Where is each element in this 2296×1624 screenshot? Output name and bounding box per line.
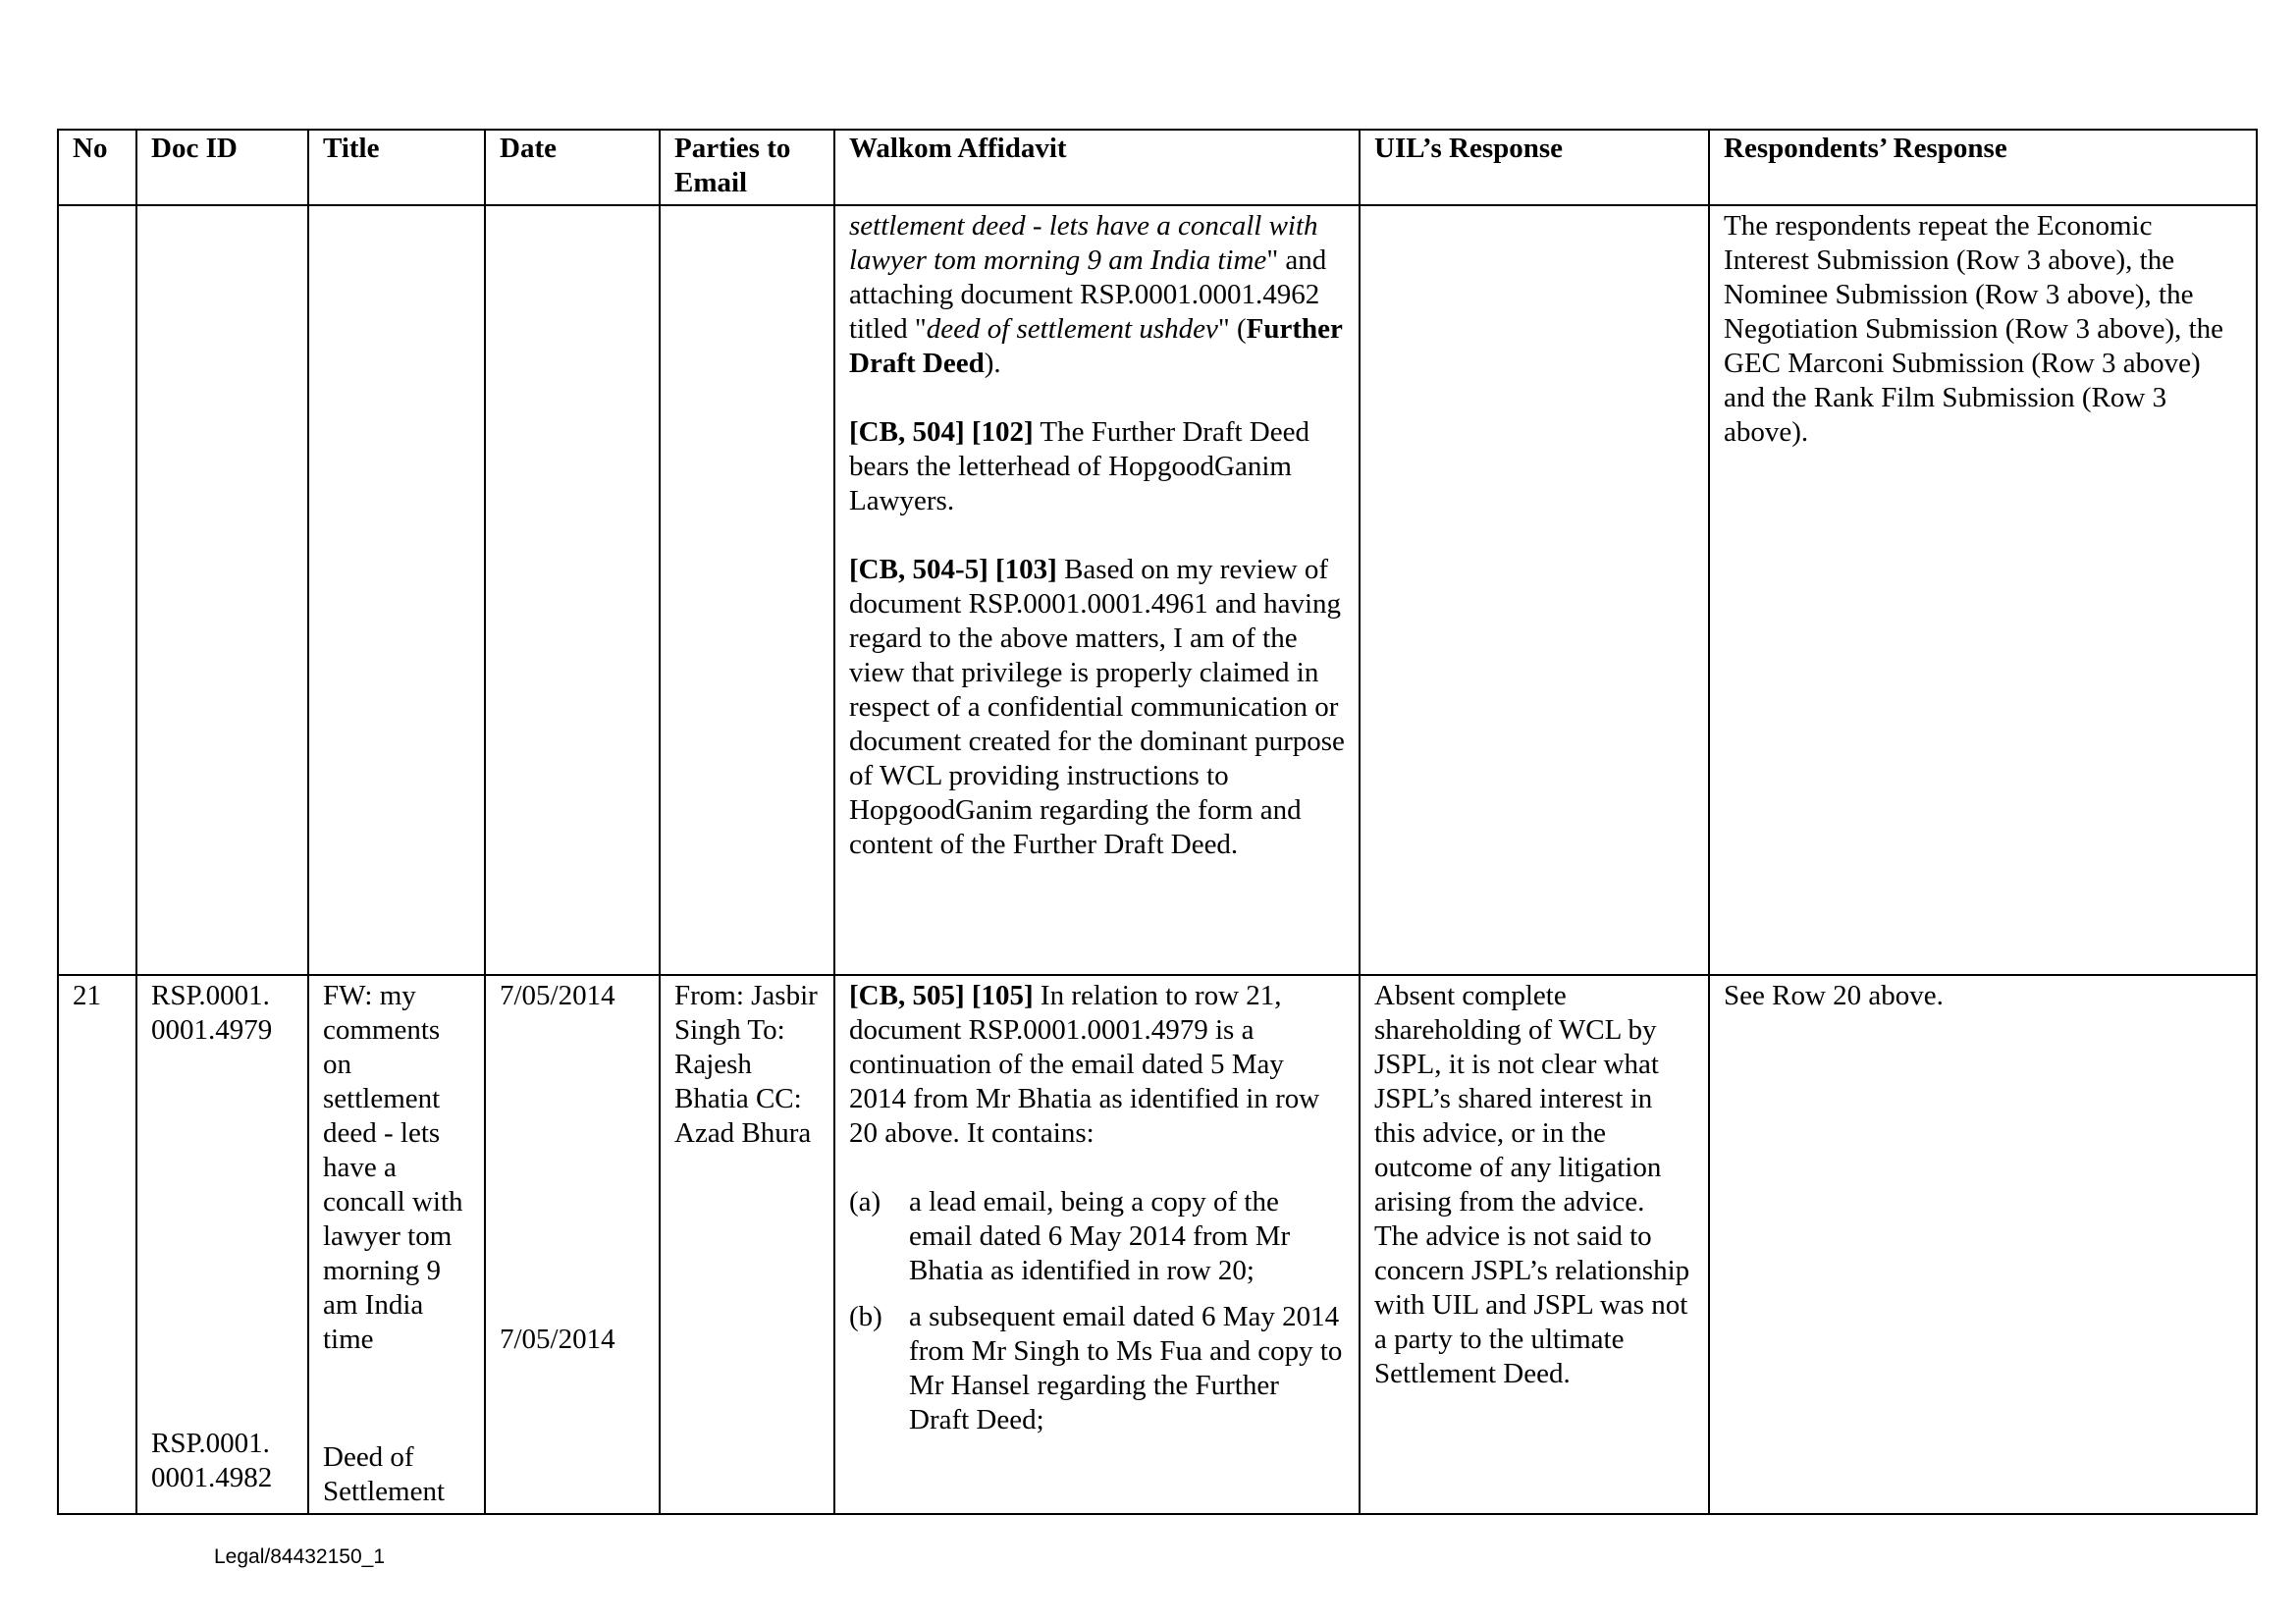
list-item [849, 1300, 1345, 1437]
paragraph-reference: [CB, 505] [105] [849, 980, 1034, 1011]
walkom-paragraph [849, 979, 1345, 1151]
header-uil: UIL’s Response [1360, 130, 1709, 205]
cell-uil: Absent complete shareholding of WCL by JSPL, it is not clear what JSPL’s shared interest in this advice, or in the outcome of any litigation arising from the advice. The advice is not said to concern JSPL’s relationship with UIL and JSPL was not a party to the ultimate Settlement Deed. [1360, 975, 1709, 1514]
walkom-list [849, 1185, 1345, 1437]
cell-date [485, 205, 660, 975]
title-email: FW: my comments on settlement deed - lets have a concall with lawyer tom morning 9 am India time [323, 980, 463, 1355]
walkom-text: The Further Draft Deed bears the letterhead of HopgoodGanim Lawyers. [849, 416, 1309, 516]
header-walkom: Walkom Affidavit [834, 130, 1360, 205]
walkom-text: In relation to row 21, document RSP.0001.0001.4979 is a continuation of the email dated 5 May 2014 from Mr Bhatia as identified in row 20 above. It contains: [849, 980, 1320, 1149]
cell-doc-id [136, 975, 308, 1514]
header-doc-id: Doc ID [136, 130, 308, 205]
walkom-text: Based on my review of document RSP.0001.0001.4961 and having regard to the above matters, I am of the view that privilege is properly claimed in respect of a confidential communication or document created for the dominant purpose of WCL providing instructions to HopgoodGanim regarding the form and content of the Further Draft Deed. [849, 554, 1345, 860]
document-title-quote: deed of settlement ushdev [926, 313, 1218, 345]
defined-term: Further Draft Deed [849, 313, 1343, 379]
list-text: a lead email, being a copy of the email dated 6 May 2014 from Mr Bhatia as identified in row 20; [909, 1186, 1291, 1286]
date-attachment: 7/05/2014 [500, 1324, 615, 1355]
table-row [58, 205, 2257, 975]
doc-id-attachment: RSP.0001. 0001.4982 [151, 1428, 273, 1493]
cell-parties [660, 205, 834, 975]
paragraph-reference: [CB, 504] [102] [849, 416, 1034, 448]
walkom-paragraph [849, 553, 1345, 862]
spacer [500, 1013, 645, 1323]
cell-uil [1360, 205, 1709, 975]
cell-walkom [834, 975, 1360, 1514]
doc-id-primary: RSP.0001. 0001.4979 [151, 980, 273, 1046]
walkom-text: " ( [1217, 313, 1247, 345]
list-label: (a) [849, 1186, 881, 1218]
cell-no [58, 205, 136, 975]
paragraph-reference: [CB, 504-5] [103] [849, 554, 1057, 585]
cell-respondents: See Row 20 above. [1709, 975, 2257, 1514]
cell-respondents: The respondents repeat the Economic Interest Submission (Row 3 above), the Nominee Submission (Row 3 above), the Negotiation Submission (Row 3 above), the GEC Marconi Submission (Row 3 above) and the Rank Film Submission (Row 3 above). [1709, 205, 2257, 975]
cell-walkom [834, 205, 1360, 975]
title-attachment: Deed of Settlement [323, 1441, 446, 1507]
table-header-row [58, 130, 2257, 205]
walkom-text: ). [984, 348, 1001, 379]
cell-title [308, 975, 485, 1514]
spacer [151, 1048, 294, 1427]
header-no: No [58, 130, 136, 205]
header-parties: Parties to Email [660, 130, 834, 205]
cell-parties: From: Jasbir Singh To: Rajesh Bhatia CC: Azad Bhura [660, 975, 834, 1514]
privilege-table [57, 129, 2258, 1515]
spacer [323, 1357, 470, 1440]
header-date: Date [485, 130, 660, 205]
header-title: Title [308, 130, 485, 205]
table-row [58, 975, 2257, 1514]
cell-doc-id [136, 205, 308, 975]
walkom-text: " and attaching document RSP.0001.0001.4962 titled " [849, 244, 1327, 345]
header-respondents: Respondents’ Response [1709, 130, 2257, 205]
date-email: 7/05/2014 [500, 980, 615, 1011]
walkom-paragraph [849, 209, 1345, 381]
list-text: a subsequent email dated 6 May 2014 from Mr Singh to Ms Fua and copy to Mr Hansel regarding the Further Draft Deed; [909, 1301, 1343, 1435]
document-reference-footer: Legal/84432150_1 [214, 1545, 386, 1568]
email-subject-quote: settlement deed - lets have a concall with lawyer tom morning 9 am India time [849, 210, 1318, 276]
list-label: (b) [849, 1301, 882, 1332]
list-item [849, 1185, 1345, 1288]
cell-date [485, 975, 660, 1514]
cell-no: 21 [58, 975, 136, 1514]
cell-title [308, 205, 485, 975]
walkom-paragraph [849, 415, 1345, 518]
